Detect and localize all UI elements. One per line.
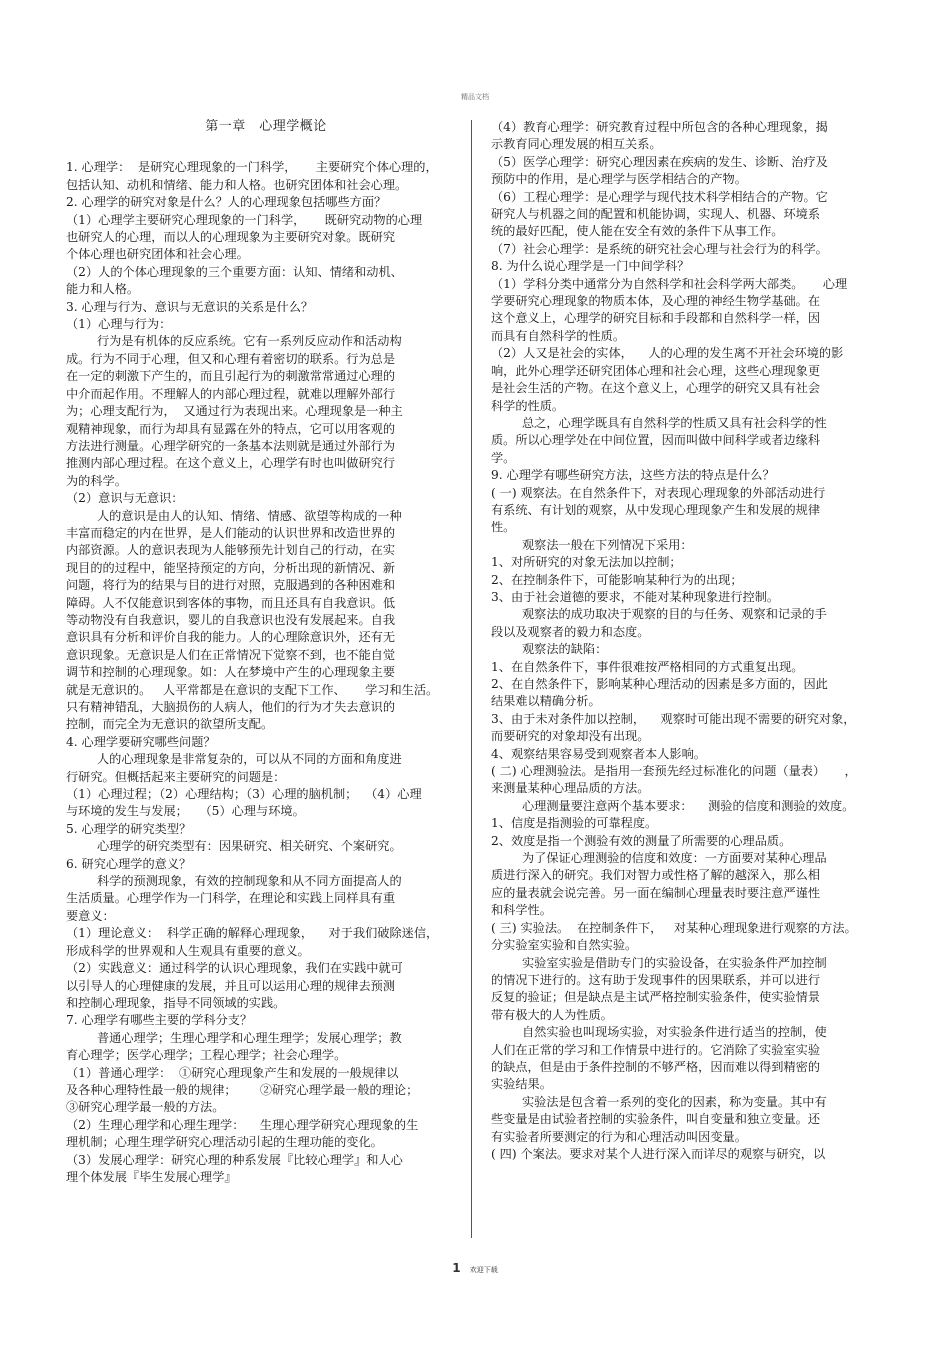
text-line: （7）社会心理学：是系统的研究社会心理与社会行为的科学。 [491,241,828,256]
left-column-text [66,159,458,1186]
text-line: 1、信度是指测验的可靠程度。 [491,816,658,831]
text-line: 性。 [491,520,516,535]
text-line: 2. 心理学的研究对象是什么？人的心理现象包括哪些方面？ [66,195,387,210]
text-line: ( 二) 心理测验法。是指用一套预先经过标准化的问题（量表） ， [491,764,857,779]
text-line: 普通心理学；生理心理学和心理生理学；发展心理学；教 [66,1030,402,1045]
text-line: 2、在自然条件下，影响某种心理活动的因素是多方面的，因此 [491,677,828,691]
text-line: 人的心理现象是非常复杂的，可以从不同的方面和角度进 [66,752,402,767]
text-line: 学。 [491,450,516,465]
text-line: 是社会生活的产物。在这个意义上，心理学的研究又具有社会 [491,381,821,396]
text-line: （3）发展心理学：研究心理的种系发展『比较心理学』和人心 [66,1152,403,1167]
text-line: 和科学性。 [491,903,552,918]
text-line: 推测内部心理过程。在这个意义上，心理学有时也叫做研究行 [66,456,396,471]
text-line: 意识现象。无意识是人们在正常情况下觉察不到，也不能自觉 [66,647,396,662]
text-line: 质进行深入的研究。我们对智力或性格了解的越深入，那么相 [491,868,821,883]
text-line: 为；心理支配行为， 又通过行为表现出来。心理现象是一种主 [66,404,403,419]
text-line: 行为是有机体的反应系统。它有一系列反应动作和活动构 [66,334,402,349]
text-line: 7. 心理学有哪些主要的学科分支？ [66,1013,253,1028]
text-line: （2）实践意义：通过科学的认识心理现象，我们在实践中就可 [66,961,403,976]
column-divider [471,120,472,1238]
text-line: 学要研究心理现象的物质本体，及心理的神经生物学基础。在 [491,294,821,309]
text-line: 1、对所研究的对象无法加以控制； [491,555,682,570]
text-line: 形成科学的世界观和人生观具有重要的意义。 [66,943,310,958]
text-line: 及各种心理特性最一般的规律； ②研究心理学最一般的理论； [66,1082,419,1097]
text-line: 3、由于未对条件加以控制， 观察时可能出现不需要的研究对象， [491,711,856,726]
text-line: 而具有自然科学的性质。 [491,328,626,343]
right-column [491,118,883,1163]
text-line: ( 一) 观察法。在自然条件下，对表现心理现象的外部活动进行 [491,485,826,500]
text-line: 心理测量要注意两个基本要求： 测验的信度和测验的效度。 [491,798,855,813]
text-line: 而要研究的对象却没有出现。 [491,729,650,744]
text-line: 在一定的刺激下产生的，而且引起行为的刺激常常通过心理的 [66,369,396,384]
text-line: 个体心理也研究团体和社会心理。 [66,247,249,262]
text-line: 调节和控制的心理现象。如：人在梦境中产生的心理现象主要 [66,665,396,680]
text-line: 段以及观察者的毅力和态度。 [491,624,650,639]
text-line: 育心理学；医学心理学；工程心理学；社会心理学。 [66,1048,347,1063]
left-column [66,118,458,1186]
text-line: 统的最好匹配，使人能在安全有效的条件下从事工作。 [491,224,784,239]
text-line: 结果难以精确分析。 [491,694,601,709]
text-line: 4、观察结果容易受到观察者本人影响。 [491,746,706,761]
text-line: 分实验室实验和自然实验。 [491,938,638,953]
footer-text: 欢迎下载 [469,1266,498,1274]
text-line: 以引导人的心理健康的发展，并且可以运用心理的规律去预测 [66,978,396,993]
text-line: 2、在控制条件下，可能影响某种行为的出现； [491,572,743,587]
text-line: 这个意义上，心理学的研究目标和手段都和自然科学一样，因 [491,311,821,326]
text-line: （1）学科分类中通常分为自然科学和社会科学两大部类。 心理 [491,276,848,291]
text-line: 4. 心理学要研究哪些问题？ [66,734,216,749]
text-line: 响，此外心理学还研究团体心理和社会心理，这些心理现象更 [491,363,821,378]
text-line: （1）普通心理学： ①研究心理现象产生和发展的一般规律以 [66,1065,399,1080]
text-line: 为了保证心理测验的信度和效度：一方面要对某种心理品 [491,851,827,866]
text-line: 些变量是由试验者控制的实验条件，叫自变量和独立变量。还 [491,1112,821,1127]
text-line: ( 三) 实验法。 在控制条件下， 对某种心理现象进行观察的方法。 [491,920,857,935]
text-line: 2、效度是指一个测验有效的测量了所需要的心理品质。 [491,833,792,848]
text-line: 反复的验证；但是缺点是主试严格控制实验条件，使实验情景 [491,990,821,1005]
text-line: 人的意识是由人的认知、情绪、情感、欲望等构成的一种 [66,508,402,523]
text-line: 为的科学。 [66,473,127,488]
text-line: 成。行为不同于心理，但又和心理有着密切的联系。行为总是 [66,351,396,366]
text-line: 就是无意识的。 人平常都是在意识的支配下工作、 学习和生活。 [66,682,439,697]
text-line: 1. 心理学： 是研究心理现象的一门科学， 主要研究个体心理的， [66,160,438,175]
text-line: 与环境的发生与发展； （5）心理与环境。 [66,804,305,819]
page-header: 精品文档 [461,93,489,101]
text-line: 方法进行测量。心理学研究的一条基本法则就是通过外部行为 [66,438,396,453]
text-line: 有实验者所要测定的行为和心理活动叫因变量。 [491,1129,747,1144]
text-line: 观察法的成功取决于观察的目的与任务、观察和记录的手 [491,607,827,622]
text-line: （4）教育心理学：研究教育过程中所包含的各种心理现象，揭 [491,120,828,134]
text-line: 观察法一般在下列情况下采用： [491,537,693,552]
text-line: 能力和人格。 [66,282,140,297]
text-line: 控制，而完全为无意识的欲望所支配。 [66,717,274,732]
text-line: 丰富而稳定的内在世界，是人们能动的认识世界和改造世界的 [66,525,396,540]
text-line: 包括认知、动机和情绪、能力和人格。也研究团体和社会心理。 [66,177,408,192]
text-line: 质。所以心理学处在中间位置，因而叫做中间科学或者边缘科 [491,433,821,448]
text-line: 有系统、有计划的观察，从中发现心理现象产生和发展的规律 [491,502,821,517]
text-line: 自然实验也叫现场实验，对实验条件进行适当的控制，使 [491,1025,827,1040]
text-line: 问题，将行为的结果与目的进行对照，克服遇到的各种困难和 [66,578,396,593]
text-line: （2）生理心理学和心理生理学： 生理心理学研究心理现象的生 [66,1117,419,1132]
text-line: （6）工程心理学：是心理学与现代技术科学相结合的产物。它 [491,189,828,204]
text-line: 要意义： [66,908,115,923]
text-line: 科学的性质。 [491,398,565,413]
text-line: 6. 研究心理学的意义？ [66,856,192,871]
text-line: 理机制；心理生理学研究心理活动引起的生理功能的变化。 [66,1135,383,1150]
text-line: （5）医学心理学：研究心理因素在疾病的发生、诊断、治疗及 [491,154,828,169]
text-line: 理个体发展『毕生发展心理学』 [66,1169,237,1184]
page-number: 1 [452,1261,461,1275]
text-line: （1）心理过程；（2）心理结构；（3）心理的脑机制； （4）心理 [66,787,422,802]
text-line: 观察法的缺陷： [491,642,608,657]
text-line: 障碍。人不仅能意识到客体的事物，而且还具有自我意识。低 [66,595,396,610]
text-line: 实验室实验是借助专门的实验设备，在实验条件严加控制 [491,955,827,970]
text-line: （1）理论意义： 科学正确的解释心理现象， 对于我们破除迷信， [66,926,439,941]
text-line: 现目的的过程中，能坚持预定的方向，分析出现的新情况、新 [66,560,396,575]
text-line: ( 四) 个案法。要求对某个人进行深入而详尽的观察与研究，以 [491,1146,826,1161]
text-line: 科学的预测现象，有效的控制现象和从不同方面提高人的 [66,874,402,889]
text-line: 意识具有分析和评价自我的能力。人的心理除意识外，还有无 [66,630,396,645]
text-line: 来测量某种心理品质的方法。 [491,781,650,796]
text-line: 9. 心理学有哪些研究方法，这些方法的特点是什么？ [491,468,775,483]
text-line: 8. 为什么说心理学是一门中间学科？ [491,259,690,274]
text-line: 3、由于社会道德的要求，不能对某种现象进行控制。 [491,589,780,604]
text-line: 人们在正常的学习和工作情景中进行的。它消除了实验室实验 [491,1042,821,1057]
text-line: （1）心理与行为： [66,317,172,332]
text-line: 1、在自然条件下，事件很难按严格相同的方式重复出现。 [491,659,804,674]
text-line: 研究人与机器之间的配置和机能协调，实现人、机器、环境系 [491,207,821,222]
text-line: 带有极大的人为性质。 [491,1007,613,1022]
text-line: 应的量表就会说完善。另一面在编制心理量表时要注意严谨性 [491,885,821,900]
text-line: 5. 心理学的研究类型？ [66,821,192,836]
text-line: 等动物没有自我意识，婴儿的自我意识也没有发展起来。自我 [66,612,396,627]
text-line: （2）人的个体心理现象的三个重要方面：认知、情绪和动机、 [66,264,403,279]
text-line: 总之，心理学既具有自然科学的性质又具有社会科学的性 [491,415,827,430]
text-line: 3. 心理与行为、意识与无意识的关系是什么？ [66,299,314,314]
text-line: 中介而起作用。不理解人的内部心理过程，就难以理解外部行 [66,386,396,401]
text-line: 预防中的作用，是心理学与医学相结合的产物。 [491,172,747,187]
text-line: 的情况下进行的。这有助于发现事件的因果联系，并可以进行 [491,972,821,987]
text-line: （2）意识与无意识： [66,491,184,506]
text-line: 观精神现象，而行为却具有显露在外的特点，它可以用客观的 [66,421,396,436]
text-line: 内部资源。人的意识表现为人能够预先计划自己的行动，在实 [66,543,396,558]
text-line: 示教育同心理发展的相互关系。 [491,137,662,152]
text-line: ③研究心理学最一般的方法。 [66,1100,225,1115]
text-line: 只有精神错乱，大脑损伤的人病人，他们的行为才失去意识的 [66,700,396,714]
text-line: 也研究人的心理，而以人的心理现象为主要研究对象。既研究 [66,230,396,245]
text-line: （1）心理学主要研究心理现象的一门科学， 既研究动物的心理 [66,212,423,227]
text-line: （2）人又是社会的实体， 人的心理的发生离不开社会环境的影 [491,346,844,361]
text-line: 生活质量。心理学作为一门科学，在理论和实践上同样具有重 [66,891,396,906]
text-line: 行研究。但概括起来主要研究的问题是： [66,769,286,784]
text-line: 心理学的研究类型有：因果研究、相关研究、个案研究。 [66,839,402,854]
right-column-text [491,119,883,1163]
text-line: 的缺点，但是由于条件控制的不够严格，因而难以得到精密的 [491,1059,821,1074]
text-line: 实验法是包含着一系列的变化的因素，称为变量。其中有 [491,1094,827,1109]
chapter-title: 第一章 心理学概论 [205,119,327,134]
text-line: 实验结果。 [491,1077,552,1092]
text-line: 和控制心理现象，指导不同领域的实践。 [66,995,286,1010]
page-footer [0,1257,950,1276]
